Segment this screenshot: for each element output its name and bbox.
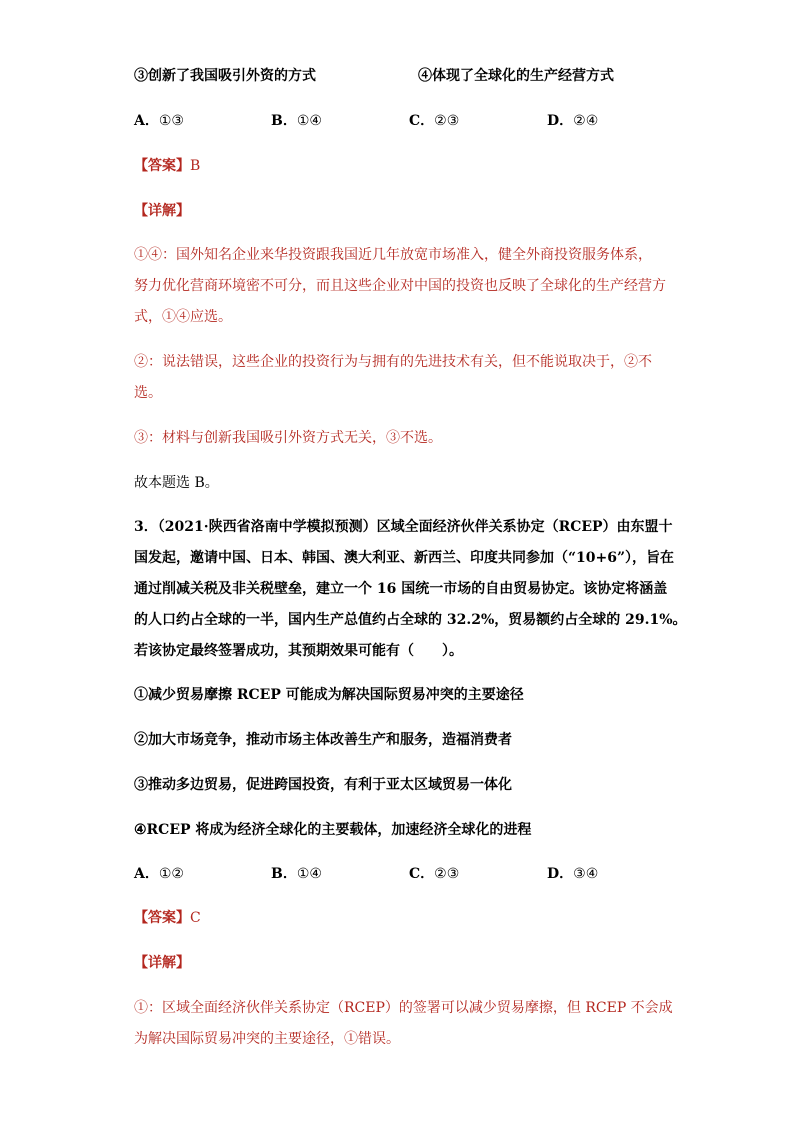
q3-option-c-label: C． — [409, 866, 435, 882]
q2-option-d-value: ②④ — [573, 113, 599, 129]
q2-option-c-value: ②③ — [434, 113, 460, 129]
q2-explain-2-line2: 选。 — [134, 385, 162, 401]
q3-statement-2: ②加大市场竞争，推动市场主体改善生产和服务，造福消费者 — [134, 732, 512, 748]
q3-stem-line5: 若该协定最终签署成功，其预期效果可能有（ ）。 — [134, 643, 463, 659]
q3-stem-line1: 3．（2021·陕西省洛南中学模拟预测）区域全面经济伙伴关系协定（RCEP）由东盟十 — [134, 519, 673, 535]
q3-detail-tag: 【详解】 — [134, 955, 190, 971]
q3-option-a — [134, 865, 184, 883]
q3-answer-tag: 【答案】 — [134, 910, 190, 926]
q2-explain-3: ③：材料与创新我国吸引外资方式无关，③不选。 — [134, 430, 442, 446]
q2-detail-tag: 【详解】 — [134, 203, 190, 219]
q3-stem-line4: 的人口约占全球的一半，国内生产总值约占全球的 32.2%，贸易额约占全球的 29.1%。 — [134, 612, 687, 628]
q3-statement-3: ③推动多边贸易，促进跨国投资，有利于亚太区域贸易一体化 — [134, 777, 512, 793]
q3-option-d — [547, 865, 598, 883]
q3-explain-1-line2: 为解决国际贸易冲突的主要途径，①错误。 — [134, 1031, 400, 1047]
q2-answer-tag: 【答案】 — [134, 158, 190, 174]
q2-statement-3: ③创新了我国吸引外资的方式 — [134, 68, 316, 84]
q3-option-a-value: ①② — [158, 866, 184, 882]
q3-option-b-label: B． — [271, 866, 297, 882]
q2-statement-4: ④体现了全球化的生产经营方式 — [418, 68, 614, 84]
q2-option-a — [134, 112, 184, 130]
q2-option-c — [409, 112, 459, 130]
q2-explain-1-line3: 式，①④应选。 — [134, 309, 232, 325]
q3-answer-value: C — [190, 910, 201, 926]
q2-answer-value: B — [190, 158, 201, 174]
q2-option-b — [271, 112, 322, 130]
q3-option-b-value: ①④ — [296, 866, 322, 882]
q2-answer — [134, 157, 200, 175]
q3-option-c — [409, 865, 459, 883]
q2-option-a-value: ①③ — [158, 113, 184, 129]
q2-option-b-value: ①④ — [296, 113, 322, 129]
q2-explain-1-line2: 努力优化营商环境密不可分，而且这些企业对中国的投资也反映了全球化的生产经营方 — [134, 278, 666, 294]
q3-statement-1: ①减少贸易摩擦 RCEP 可能成为解决国际贸易冲突的主要途径 — [134, 687, 524, 703]
q3-option-d-value: ③④ — [573, 866, 599, 882]
q2-option-d-label: D． — [547, 113, 574, 129]
q3-option-b — [271, 865, 322, 883]
q3-option-a-label: A． — [134, 866, 159, 882]
q2-option-d — [547, 112, 598, 130]
q2-option-a-label: A． — [134, 113, 159, 129]
q3-answer — [134, 909, 201, 927]
q3-option-c-value: ②③ — [434, 866, 460, 882]
q3-statement-4: ④RCEP 将成为经济全球化的主要载体，加速经济全球化的进程 — [134, 822, 532, 838]
q2-explain-2-line1: ②：说法错误，这些企业的投资行为与拥有的先进技术有关，但不能说取决于，②不 — [134, 354, 652, 370]
q2-explain-1-line1: ①④：国外知名企业来华投资跟我国近几年放宽市场准入，健全外商投资服务体系， — [134, 247, 652, 263]
q2-option-b-label: B． — [271, 113, 297, 129]
q3-stem-line2: 国发起，邀请中国、日本、韩国、澳大利亚、新西兰、印度共同参加（“10+6”），旨在 — [134, 550, 675, 566]
q2-conclusion: 故本题选 B。 — [134, 475, 219, 491]
q3-stem-line3: 通过削减关税及非关税壁垒，建立一个 16 国统一市场的自由贸易协定。该协定将涵盖 — [134, 581, 668, 597]
q3-explain-1-line1: ①：区域全面经济伙伴关系协定（RCEP）的签署可以减少贸易摩擦，但 RCEP 不会成 — [134, 1000, 673, 1016]
q3-option-d-label: D． — [547, 866, 574, 882]
q2-option-c-label: C． — [409, 113, 435, 129]
